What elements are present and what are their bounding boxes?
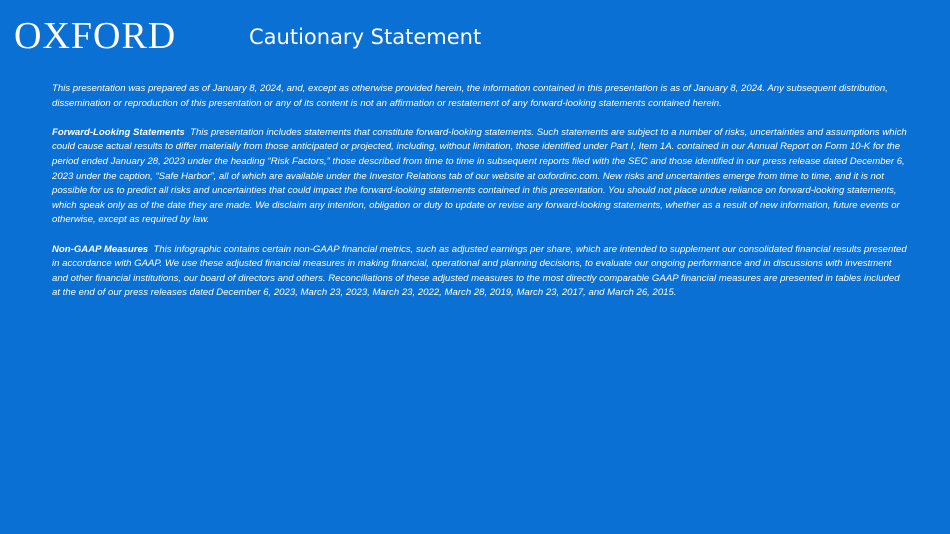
- statement-body: [52, 82, 908, 316]
- intro-paragraph-text: This presentation was prepared as of January 8, 2024, and, except as otherwise provided herein, the information contained in this presentation is as of January 8, 2024. Any subsequent distribution, dissemination or reproduction of this presentation or any of its content is not an affirmation or restatement of any forward-looking statements contained herein.: [52, 83, 888, 109]
- non-gaap-paragraph: [52, 243, 908, 301]
- forward-looking-heading: Forward-Looking Statements: [52, 126, 185, 138]
- forward-looking-paragraph: [52, 126, 908, 228]
- page-title: Cautionary Statement: [249, 25, 482, 49]
- forward-looking-text: This presentation includes statements that constitute forward-looking statements. Such statements are subject to a number of risks, uncertainties and assumptions which could cause actual results to differ materially from those anticipated or projected, including, without limitation, those identified under Part I, Item 1A. contained in our Annual Report on Form 10-K for the period ended January 28, 2023 under the heading “Risk Factors,” those described from time to time in subsequent reports filed with the SEC and those identified in our press release dated December 6, 2023 under the caption, “Safe Harbor”, all of which are available under the Investor Relations tab of our website at oxfordinc.com. New risks and uncertainties emerge from time to time, and it is not possible for us to predict all risks and uncertainties that could impact the forward-looking statements contained in this presentation. You should not place undue reliance on forward-looking statements, which speak only as of the date they are made. We disclaim any intention, obligation or duty to update or revise any forward-looking statements, whether as a result of new information, future events or otherwise, except as required by law.: [52, 126, 907, 226]
- non-gaap-heading: Non-GAAP Measures: [52, 243, 149, 255]
- oxford-logo: OXFORD: [14, 15, 177, 57]
- intro-paragraph: [52, 82, 908, 111]
- non-gaap-text: This infographic contains certain non-GAAP financial metrics, such as adjusted earnings per share, which are intended to supplement our consolidated financial results presented in accordance with GAAP. We use these adjusted financial measures in making financial, operational and planning decisions, to evaluate our ongoing performance and in discussions with investment and other financial institutions, our board of directors and others. Reconciliations of these adjusted measures to the most directly comparable GAAP financial measures are presented in tables included at the end of our press releases dated December 6, 2023, March 23, 2023, March 23, 2022, March 28, 2019, March 23, 2017, and March 26, 2015.: [52, 243, 907, 299]
